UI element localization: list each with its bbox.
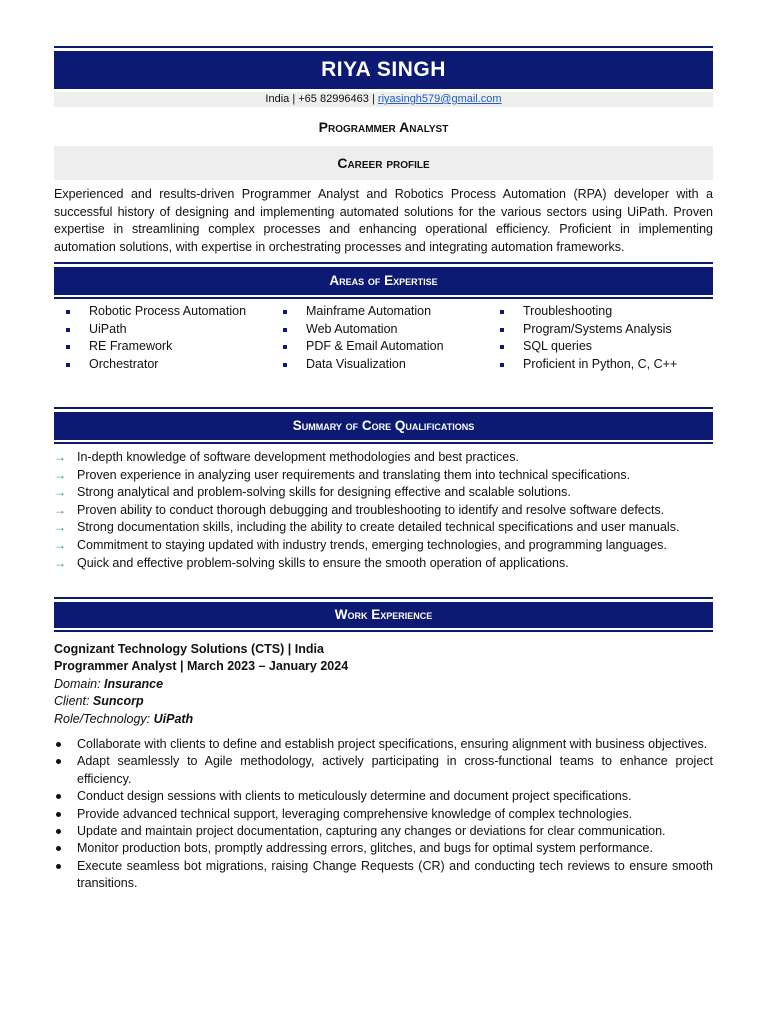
- client-label: Client:: [54, 694, 93, 709]
- expertise-item: Robotic Process Automation: [54, 303, 271, 321]
- expertise-item: RE Framework: [54, 338, 271, 356]
- expertise-list: [488, 303, 713, 373]
- technology-line: [54, 711, 713, 728]
- company-line: Cognizant Technology Solutions (CTS) | India: [54, 642, 324, 656]
- duty-item: Update and maintain project documentation, capturing any changes or deviations for clear communication.: [54, 823, 713, 840]
- contact-separator: |: [368, 93, 378, 105]
- duty-item: Provide advanced technical support, leveraging comprehensive knowledge of complex technologies.: [54, 806, 713, 823]
- duty-item: Execute seamless bot migrations, raising Change Requests (CR) and conducting tech reviews to ensure smooth transitions.: [54, 858, 713, 893]
- duty-item: Conduct design sessions with clients to meticulously determine and document project specifications.: [54, 788, 713, 805]
- contact-line: [54, 92, 713, 107]
- expertise-item: Program/Systems Analysis: [488, 321, 713, 339]
- arrow-right-icon: →: [54, 555, 66, 570]
- domain-label: Domain:: [54, 676, 105, 691]
- expertise-item: Data Visualization: [271, 356, 488, 374]
- contact-location: India: [265, 93, 290, 105]
- arrow-right-icon: →: [54, 450, 66, 464]
- section-rule: [54, 262, 713, 264]
- technology-value: UiPath: [153, 711, 194, 726]
- expertise-item: Web Automation: [271, 321, 488, 339]
- expertise-list: [54, 303, 271, 373]
- candidate-name: RIYA SINGH: [54, 51, 713, 89]
- section-rule: [54, 407, 713, 409]
- duty-item: Adapt seamlessly to Agile methodology, actively participating in cross-functional teams to enhance project efficiency.: [54, 753, 713, 788]
- career-profile-text: Experienced and results-driven Programmer Analyst and Robotics Process Automation (RPA) developer with a successful history of designing and implementing automated solutions for the various sectors using UiPath. Proven expertise in streamlining complex processes and enhancing operational efficiency. Proficient in implementing automation solutions, with expertise in orchestrating processes and integrating automation frameworks.: [54, 187, 713, 254]
- domain-line: [54, 676, 713, 693]
- arrow-right-icon: →: [54, 537, 66, 552]
- arrow-right-icon: →: [54, 467, 66, 482]
- expertise-item: SQL queries: [488, 338, 713, 356]
- job-details: [54, 641, 713, 728]
- expertise-columns: [54, 303, 713, 373]
- section-rule: [54, 297, 713, 299]
- expertise-item: Troubleshooting: [488, 303, 713, 321]
- role-line: Programmer Analyst | March 2023 – January 2024: [54, 659, 349, 674]
- arrow-right-icon: →: [54, 502, 66, 517]
- contact-email-link[interactable]: riyasingh579@gmail.com: [377, 93, 502, 105]
- expertise-item: Mainframe Automation: [271, 303, 488, 321]
- qualification-text: Quick and effective problem-solving skills to ensure the smooth operation of applications.: [77, 555, 569, 570]
- qualification-item: [54, 484, 713, 502]
- duty-item: Monitor production bots, promptly addressing errors, glitches, and bugs for optimal system performance.: [54, 840, 713, 857]
- qualifications-heading: Summary of Core Qualifications: [54, 412, 713, 440]
- expertise-item: Orchestrator: [54, 356, 271, 374]
- client-line: [54, 693, 713, 710]
- client-value: Suncorp: [92, 694, 144, 709]
- qualification-item: [54, 502, 713, 520]
- expertise-item: PDF & Email Automation: [271, 338, 488, 356]
- career-profile-heading: Career profile: [54, 146, 713, 180]
- qualifications-list: [54, 449, 713, 572]
- duty-item: Collaborate with clients to define and establish project specifications, ensuring alignment with business objectives.: [54, 736, 713, 753]
- contact-separator: |: [289, 93, 299, 105]
- qualification-text: Strong documentation skills, including the ability to create detailed technical specifications and user manuals.: [77, 520, 680, 535]
- arrow-right-icon: →: [54, 485, 66, 500]
- expertise-item: Proficient in Python, C, C++: [488, 356, 713, 374]
- section-rule: [54, 442, 713, 444]
- qualification-item: [54, 519, 713, 537]
- qualification-item: [54, 449, 713, 467]
- qualification-text: In-depth knowledge of software development methodologies and best practices.: [77, 450, 519, 464]
- domain-value: Insurance: [104, 676, 164, 691]
- qualification-text: Strong analytical and problem-solving skills for designing effective and scalable solutions.: [77, 485, 571, 500]
- qualification-text: Proven experience in analyzing user requirements and translating them into technical specifications.: [77, 467, 631, 482]
- expertise-list: [271, 303, 488, 373]
- header-rule: [54, 46, 713, 48]
- technology-label: Role/Technology:: [54, 711, 154, 726]
- expertise-heading: Areas of Expertise: [54, 267, 713, 295]
- qualification-text: Proven ability to conduct thorough debugging and troubleshooting to identify and resolve software defects.: [77, 502, 665, 517]
- arrow-right-icon: →: [54, 520, 66, 535]
- qualification-item: [54, 555, 713, 573]
- experience-heading: Work Experience: [54, 602, 713, 628]
- expertise-item: UiPath: [54, 321, 271, 339]
- section-rule: [54, 630, 713, 632]
- section-rule: [54, 597, 713, 599]
- contact-phone: +65 82996463: [298, 93, 369, 105]
- qualification-item: [54, 537, 713, 555]
- duties-list: [54, 736, 713, 893]
- qualification-item: [54, 467, 713, 485]
- qualification-text: Commitment to staying updated with industry trends, emerging technologies, and programming languages.: [77, 537, 667, 552]
- job-title: Programmer Analyst: [318, 119, 449, 135]
